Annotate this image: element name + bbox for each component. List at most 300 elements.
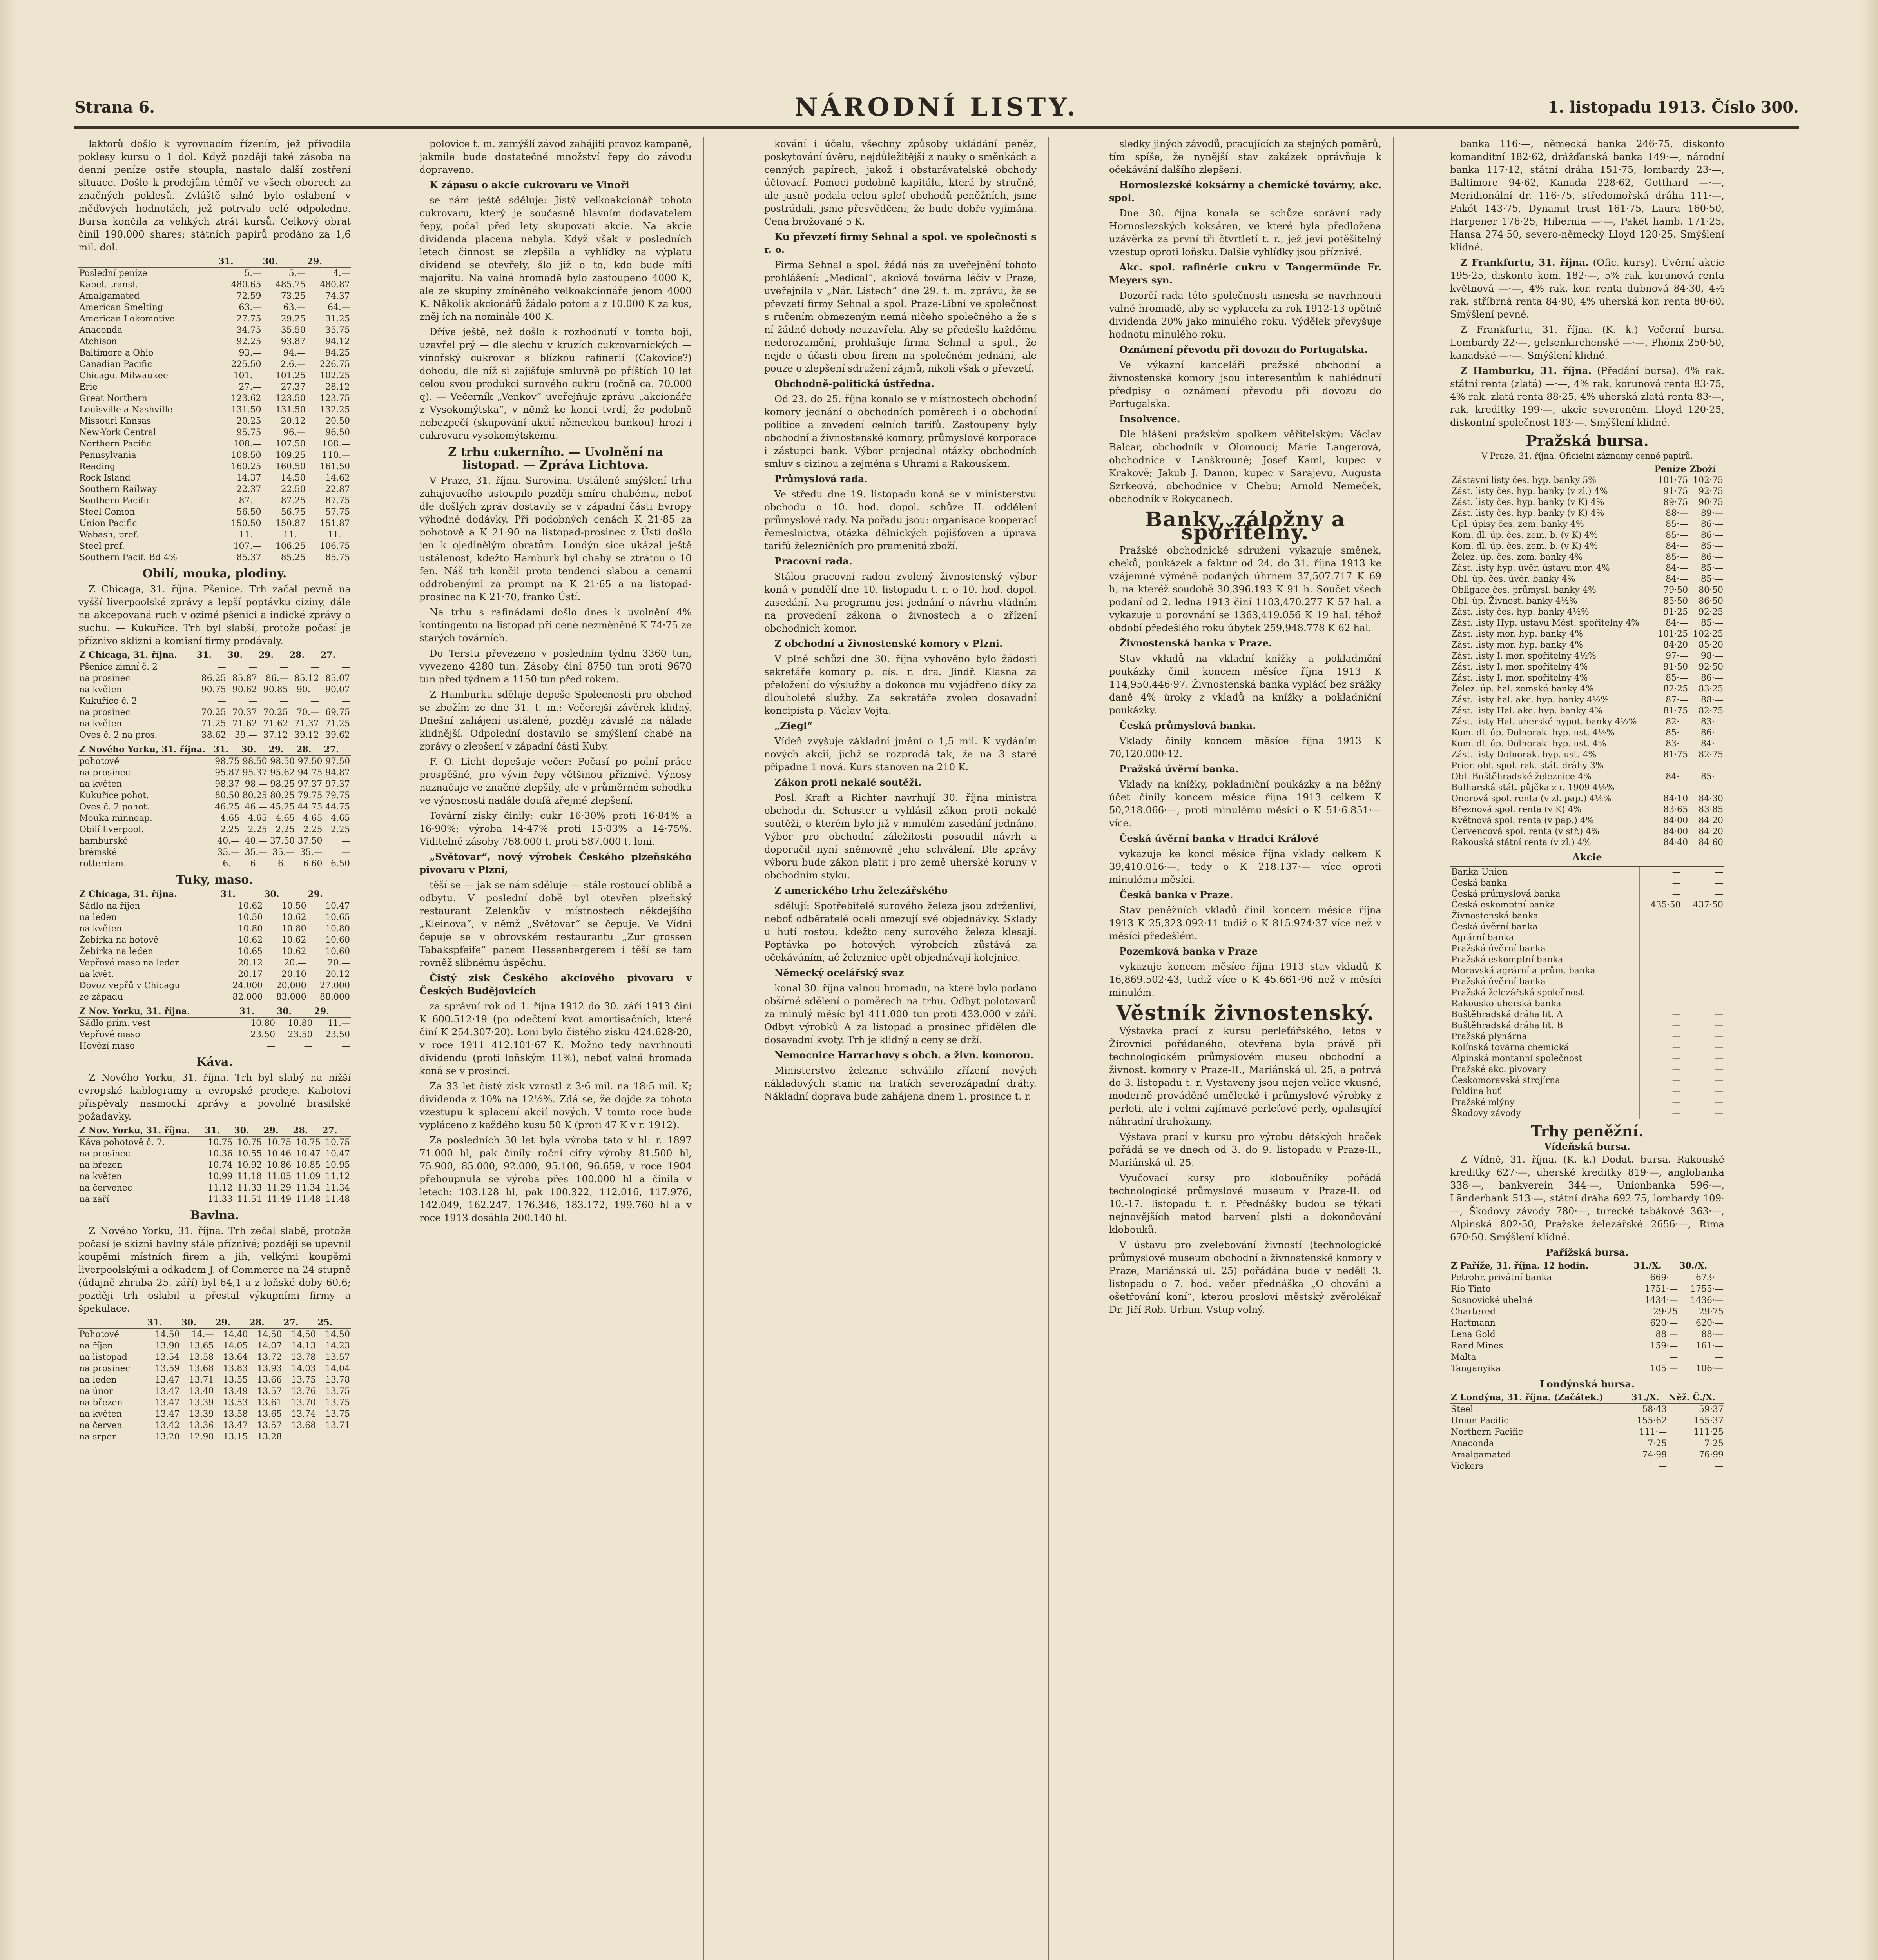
- table-cell: 13.74: [291, 1409, 316, 1419]
- article-text: polovice t. m. zamýšlí závod zahájiti provoz kampaně, jakmile bude dostatečné množství řepy do závodu dopraveno.: [419, 138, 692, 175]
- table-header: 31./X.: [1630, 1392, 1668, 1404]
- table-cell: 85·—: [1654, 519, 1689, 530]
- table-row: [1450, 1086, 1724, 1097]
- table-cell: 73.25: [281, 291, 306, 301]
- table-cell: 63.—: [239, 303, 261, 312]
- table-row: [1450, 651, 1724, 662]
- table-cell: —: [1715, 1032, 1723, 1042]
- table-cell: —: [1715, 1098, 1723, 1107]
- table-cell: 13.47: [223, 1421, 248, 1430]
- row-label: Zást. listy mor. hyp. banky 4%: [1450, 640, 1654, 651]
- article-heading: Insolvence.: [1119, 413, 1180, 425]
- table-cell: 98·—: [1701, 651, 1723, 661]
- table-cell: 29.25: [281, 314, 306, 324]
- table-cell: 10.65: [238, 947, 263, 956]
- table-cell: 1755·—: [1690, 1284, 1724, 1294]
- table-cell: 11.48: [325, 1194, 350, 1204]
- table-cell: 85·—: [1701, 772, 1723, 782]
- table-header: 25.: [317, 1317, 351, 1329]
- row-label: Wabash, pref.: [79, 530, 139, 540]
- table-row: [78, 707, 351, 718]
- table-cell: 10.80: [250, 1018, 276, 1028]
- article-heading: Z trhu cukerního. — Uvolnění na listopad. — Zpráva Lichtova.: [448, 445, 663, 472]
- table-row: [1450, 889, 1724, 900]
- table-cell: 13.53: [223, 1398, 248, 1408]
- table-cell: 86·—: [1701, 519, 1723, 529]
- row-label: na únor: [79, 1387, 113, 1396]
- table-cell: 84·10: [1654, 793, 1689, 804]
- prague-bourse-title: Pražská bursa.: [1526, 432, 1649, 450]
- table-cell: 84·—: [1701, 739, 1723, 749]
- table-cell: 20.10: [281, 969, 306, 979]
- row-label: Českomoravská strojírna: [1450, 1075, 1640, 1086]
- row-label: Petrohr. privátní banka: [1451, 1273, 1552, 1283]
- table-cell: 2.25: [276, 825, 295, 835]
- paris-bourse-body: [1450, 1272, 1724, 1375]
- table-header: 30./X.: [1679, 1260, 1724, 1272]
- table-cell: —: [1640, 944, 1682, 955]
- table-row: [1450, 804, 1724, 815]
- table-cell: —: [279, 696, 288, 706]
- table-cell: 84·—: [1654, 574, 1689, 585]
- table-row: [78, 813, 351, 824]
- table-cell: 123.50: [275, 394, 306, 403]
- table-cell: 11.—: [328, 1018, 350, 1028]
- stocks-body: [78, 268, 351, 564]
- table-row: [1450, 739, 1724, 750]
- table-row: [78, 718, 351, 730]
- table-cell: 6.60: [303, 859, 323, 869]
- table-cell: 90.75: [201, 685, 226, 695]
- row-label: Zást. listy čes. hyp. banky 4½%: [1450, 607, 1654, 618]
- table-cell: 225.50: [231, 359, 261, 369]
- table-cell: 92·75: [1699, 486, 1723, 496]
- article-heading: Nemocnice Harrachovy s obch. a živn. komorou.: [774, 1049, 1034, 1061]
- table-cell: 10.47: [296, 1149, 321, 1159]
- table-cell: 13.78: [325, 1375, 350, 1385]
- row-label: Zást. listy hyp. úvěr. ústavu mor. 4%: [1450, 563, 1654, 574]
- row-label: na leden: [79, 913, 117, 922]
- table-cell: 81·75: [1654, 750, 1689, 760]
- table-cell: 70.37: [232, 708, 257, 717]
- article-heading: Pozemková banka v Praze: [1119, 946, 1258, 957]
- row-label: Zást. listy Dolnorak. hyp. ust. 4%: [1450, 750, 1654, 760]
- table-cell: 2.25: [248, 825, 267, 835]
- table-cell: 10.47: [325, 1149, 350, 1159]
- table-cell: —: [1715, 922, 1723, 932]
- table-cell: 107.50: [275, 439, 306, 449]
- table-row: [1450, 585, 1724, 596]
- table-cell: 92·50: [1699, 662, 1723, 672]
- table-cell: 13.70: [291, 1398, 316, 1408]
- table-cell: —: [1715, 911, 1723, 921]
- column-2: [419, 137, 692, 1960]
- table-row: [78, 450, 351, 461]
- article-text: Za posledních 30 let byla výroba tato v hl: r. 1897 71.000 hl, pak činily roční cifry výroby 81.500 hl, 75.900, 85.000, 92.000, 95.100, 96.659, v roce 1904 přehoupnula se výroba přes 100.000 hl a činila v letech: 103.128 hl, pak 100.322, 112.016, 117.976, 142.049, 162.247, 176.346, 183.172, 199.760 hl a v roce 1913 dosáhla 200.140 hl.: [419, 1134, 692, 1223]
- row-label: Buštěhradská dráha lit. A: [1450, 1009, 1640, 1020]
- table-row: [78, 847, 351, 858]
- article-text: F. O. Licht depešuje večer: Počasí po polní práce prospěšné, pro vývin řepy většinou příznivé. Výnosy naznačuje ve značné zlepšily, ale v průměrném schodku ve výnosnosti nadále doufá zřejmé zlepšení.: [419, 756, 692, 806]
- row-label: Southern Railway: [79, 485, 157, 494]
- table-cell: 10.80: [238, 924, 263, 934]
- table-header-row: [1450, 1260, 1724, 1272]
- table-cell: 10.75: [325, 1138, 350, 1147]
- table-cell: 40.—: [245, 836, 267, 846]
- table-row: [78, 673, 351, 684]
- row-label: Amalgamated: [1451, 1450, 1512, 1460]
- article-text: Vklady na knížky, pokladniční poukázky a na běžný účet činily koncem měsíce října 1913 celkem K 50,218.066·—, proti minulému měsíci o K 51·6.851·— více.: [1109, 779, 1381, 829]
- table-cell: 10.60: [325, 935, 350, 945]
- row-label: Obligace čes. průmysl. banky 4%: [1450, 585, 1654, 596]
- table-row: [1450, 486, 1724, 497]
- table-row: [1450, 673, 1724, 684]
- table-cell: 13.59: [155, 1364, 180, 1374]
- row-label: na květen: [79, 685, 122, 695]
- table-header: Z Londýna, 31. října. (Začátek.): [1450, 1392, 1630, 1404]
- row-label: Mouka minneap.: [79, 813, 152, 823]
- table-cell: 13.78: [291, 1352, 316, 1362]
- table-cell: 85·—: [1654, 552, 1689, 563]
- table-row: [1450, 1020, 1724, 1031]
- table-cell: 480.65: [231, 280, 261, 290]
- article-text: Dle hlášení pražským spolkem věřitelským: Václav Balcar, obchodník v Olomouci; Marie Langerová, obchodnice v Lanškrouně; Josef Kaml, kupec v Krakově; Jakub J. Danon, kupec v Sarajevu, Augusta Szrkeová, obchodnice v Chebu; Arnold Nemeček, obchodník v Rokycanech.: [1109, 428, 1381, 505]
- article-text: Z Chicaga, 31. října. Pšenice. Trh začal pevně na vyšší liverpoolské zprávy a lepší poptávku ciziny, dále na akcepovaná ruch v ozimé pšenici a indické zprávy o suchu. — Kukuřice. Trh byl slabší, protože počasí je příznivo sklizni a komisní firmy prodávaly.: [78, 583, 351, 646]
- row-label: Amalgamated: [79, 291, 140, 301]
- table-cell: 80.50: [215, 791, 240, 800]
- table-cell: 74.37: [325, 291, 350, 301]
- table-cell: 102·25: [1693, 629, 1723, 639]
- article-text: Pražské obchodnické sdružení vykazuje směnek, cheků, poukázek a faktur od 24. do 31. října 1913 ke vzájemné výměně podaných úhrnem 37,507.717 K 69 h, na kteréž soudobě 30,396.193 K 91 h. Součet všech podaní od 2. ledna 1913 činí 1103,470.277 K 57 hal. a vykazuje u porovnání se 1363,419.056 K 19 hal. téhož období předešlého roku úbytek 259,948.778 K 62 hal.: [1109, 544, 1381, 633]
- row-label: na prosinec: [79, 768, 130, 778]
- table-cell: 7·25: [1704, 1439, 1724, 1448]
- table-row: [1450, 1283, 1724, 1295]
- table-cell: 86·—: [1701, 673, 1723, 683]
- table-row: [78, 313, 351, 325]
- table-cell: 35.75: [325, 325, 350, 335]
- header-rule: [74, 126, 1799, 129]
- row-label: Steel pref.: [79, 541, 125, 551]
- table-row: [78, 1137, 351, 1149]
- row-label: Chicago, Milwaukee: [79, 371, 168, 381]
- table-row: [78, 438, 351, 450]
- table-cell: 13.28: [257, 1432, 282, 1442]
- table-row: [1450, 1064, 1724, 1075]
- table-cell: 35.50: [281, 325, 306, 335]
- row-label: Pražská železářská společnost: [1450, 987, 1640, 998]
- table-cell: 123.62: [231, 394, 261, 403]
- table-cell: —: [1640, 1020, 1682, 1031]
- table-cell: —: [1715, 761, 1723, 771]
- row-label: Živnostenská banka: [1450, 911, 1640, 922]
- table-row: [1450, 1009, 1724, 1020]
- row-label: Dovoz vepřů v Chicagu: [79, 981, 180, 991]
- table-cell: 13.68: [189, 1364, 214, 1374]
- article-text: těší se — jak se nám sděluje — stále rostoucí oblibě a odbytu. V poslední době byl otevřen plzeňský restaurant Zelenkův v místnostech někdejšího „Kleinova“, v němž „Světovar“ se čepuje. Ve Vídni čepuje se v obrovském restaurantu „Zur grossen Tabakspfeife“ panem Hessenbergerem i těší se tam rovněž slibnému úspěchu.: [419, 879, 692, 968]
- table-cell: 14.04: [325, 1364, 350, 1374]
- table-cell: 107.—: [233, 541, 261, 551]
- table-row: [78, 552, 351, 563]
- table-header: 29.: [263, 1125, 292, 1137]
- table-row: [1450, 596, 1724, 607]
- table-cell: 27.75: [236, 314, 261, 324]
- table-cell: —: [1640, 878, 1682, 889]
- table-cell: 98.37: [215, 779, 240, 789]
- table-cell: 437·50: [1693, 900, 1723, 910]
- table-cell: 98.50: [242, 757, 267, 766]
- table-cell: —: [1640, 1064, 1682, 1075]
- table-cell: 85·—: [1701, 574, 1723, 584]
- table-cell: 11.12: [325, 1172, 350, 1181]
- table-cell: 84·—: [1654, 618, 1689, 629]
- table-cell: 84·00: [1654, 826, 1689, 837]
- table-cell: 23.50: [250, 1030, 276, 1040]
- article-text: se nám ještě sděluje: Jistý velkoakcionář tohoto cukrovaru, který je současně hlavním dodavatelem řepy, počal před lety skupovati akcie. Na akcie dividenda placena nebyla. Když však v posledních letech činnost se zlepšila a vyhlídky na výplatu dividend se otevřely, šlo již o to, kdo bude míti majoritu. Na valné hromadě bylo zastoupeno 4000 K, ale ze skupiny zmíněného velkoakcionáře jenom 4000 K. Několik akcionářů žádalo potom a z 10.000 K za kus, zněj ích na nominále 400 K.: [419, 194, 692, 322]
- table-row: [78, 1329, 351, 1341]
- table-header: 30.: [262, 256, 306, 268]
- table-row: [1450, 1438, 1724, 1449]
- table-cell: —: [1715, 1461, 1724, 1471]
- issue-date: 1. listopadu 1913. Číslo 300.: [1548, 98, 1799, 116]
- row-label: Sádlo na říjen: [79, 901, 140, 911]
- table-row: [1450, 530, 1724, 541]
- table-cell: 151.87: [320, 519, 350, 528]
- table-cell: 86·—: [1701, 552, 1723, 562]
- table-cell: 11.33: [237, 1183, 262, 1193]
- table-cell: 22.50: [281, 485, 306, 494]
- article-text: Stav peněžních vkladů činil koncem měsíce října 1913 K 25,323.092·11 tudiž o K 815.974·37 více než v měsíci předešlém.: [1109, 904, 1381, 942]
- table-cell: 10.75: [266, 1138, 292, 1147]
- table-cell: 13.66: [257, 1375, 282, 1385]
- table-cell: 23.50: [325, 1030, 350, 1040]
- table-header: 27.: [283, 1317, 317, 1329]
- table-row: [1450, 508, 1724, 519]
- masthead: [74, 90, 1799, 125]
- table-cell: 87.75: [325, 496, 350, 506]
- table-cell: 4.65: [331, 813, 350, 823]
- table-row: [1450, 717, 1724, 728]
- row-label: Bulharská stát. půjčka z r. 1909 4½%: [1450, 782, 1654, 793]
- table-cell: 673·—: [1696, 1273, 1724, 1283]
- column-1: [78, 137, 351, 1960]
- row-label: Poslední peníze: [79, 269, 147, 278]
- table-row: [1450, 933, 1724, 944]
- table-cell: 83·25: [1699, 684, 1723, 694]
- table-header: 29.: [215, 1317, 249, 1329]
- row-label: Hartmann: [1451, 1318, 1496, 1328]
- article-heading: Z amerického trhu železářského: [774, 885, 948, 896]
- table-cell: 101.—: [233, 371, 261, 381]
- table-cell: 85·50: [1654, 596, 1689, 607]
- table-header: 31./X.: [1633, 1260, 1679, 1272]
- table-cell: 108.—: [233, 439, 261, 449]
- table-row: [1450, 1404, 1724, 1416]
- table-cell: 91·25: [1654, 607, 1689, 618]
- table-row: [78, 767, 351, 779]
- table-cell: —: [341, 696, 350, 706]
- table-cell: 11.49: [266, 1194, 292, 1204]
- table-cell: 97.50: [325, 757, 350, 766]
- table-cell: 84·—: [1654, 563, 1689, 574]
- table-cell: 20.17: [238, 969, 263, 979]
- row-label: Rand Mines: [1451, 1341, 1503, 1351]
- table-header: 30.: [263, 889, 307, 900]
- table-row: [1450, 475, 1724, 486]
- table-header: [1450, 463, 1654, 475]
- row-label: Káva pohotově č. 7.: [79, 1138, 165, 1147]
- table-cell: 98.75: [215, 757, 240, 766]
- table-cell: 6.—: [278, 859, 295, 869]
- table-header-row: [78, 744, 351, 756]
- table-cell: 106·—: [1696, 1364, 1724, 1374]
- table-row: [78, 518, 351, 529]
- article-text: Ve výkazní kanceláři pražské obchodní a živnostenské komory jsou interesentům k nahlédnutí předpisy o oznámení převodu při dovozu do Portugalska.: [1109, 359, 1381, 409]
- row-label: Pohotově: [79, 1330, 120, 1339]
- table-cell: 13.90: [155, 1341, 180, 1351]
- london-bourse-table: [1450, 1392, 1724, 1472]
- table-header-row: [78, 889, 351, 900]
- table-cell: 101·25: [1654, 629, 1689, 640]
- table-row: [78, 1040, 351, 1052]
- table-row: [78, 912, 351, 923]
- table-row: [78, 416, 351, 427]
- table-cell: 10.36: [208, 1149, 233, 1159]
- table-cell: 84·20: [1699, 816, 1723, 826]
- table-cell: 56.50: [236, 507, 261, 517]
- ny-stock-table: [78, 256, 351, 563]
- table-cell: —: [1715, 944, 1723, 954]
- table-cell: 70.—: [296, 708, 319, 717]
- table-cell: —: [217, 696, 226, 706]
- chicago-grain-body: [78, 661, 351, 741]
- table-cell: 83·65: [1654, 804, 1689, 815]
- table-cell: 11.34: [325, 1183, 350, 1193]
- table-row: [78, 1352, 351, 1363]
- table-cell: 93.87: [281, 337, 306, 347]
- table-cell: 13.15: [223, 1432, 248, 1442]
- row-label: na červen: [79, 1421, 122, 1430]
- table-cell: 70.25: [263, 708, 288, 717]
- table-row: [78, 695, 351, 707]
- table-cell: 46.25: [215, 802, 240, 812]
- row-label: na srpen: [79, 1432, 118, 1442]
- table-cell: 83·—: [1701, 717, 1723, 727]
- row-label: Pražské akc. pivovary: [1450, 1064, 1640, 1075]
- table-row: [78, 1018, 351, 1029]
- table-header: 31.: [239, 1006, 276, 1018]
- section-title: Banky, záložny a spořitelny.: [1145, 508, 1346, 544]
- table-row: [78, 661, 351, 673]
- table-cell: —: [1640, 1086, 1682, 1097]
- table-cell: 13.42: [155, 1421, 180, 1430]
- table-header-row: [1450, 1392, 1724, 1404]
- table-row: [78, 935, 351, 946]
- table-cell: 27.—: [239, 382, 261, 392]
- article-heading: Živnostenská banka v Praze.: [1119, 637, 1272, 649]
- table-row: [78, 302, 351, 313]
- row-label: Missouri Kansas: [79, 416, 151, 426]
- table-cell: 20.12: [238, 958, 263, 968]
- row-label: Sosnovické uhelné: [1451, 1296, 1532, 1305]
- table-row: [78, 980, 351, 991]
- table-cell: —: [1715, 966, 1723, 976]
- table-cell: 97.50: [297, 757, 323, 766]
- table-cell: 6.—: [223, 859, 240, 869]
- table-row: [1450, 695, 1724, 706]
- table-cell: 20.12: [325, 969, 350, 979]
- table-cell: —: [1715, 1065, 1723, 1074]
- table-cell: 71.25: [201, 719, 226, 729]
- row-label: American Smelting: [79, 303, 163, 312]
- table-cell: 74·99: [1642, 1450, 1667, 1460]
- table-cell: —: [341, 1041, 350, 1051]
- table-cell: 80.25: [270, 791, 295, 800]
- table-cell: 46.—: [245, 802, 267, 812]
- table-row: [1450, 782, 1724, 793]
- table-cell: 85·—: [1701, 618, 1723, 628]
- table-cell: 79.75: [325, 791, 350, 800]
- table-cell: 10.86: [266, 1160, 292, 1170]
- table-cell: 37.12: [263, 730, 288, 740]
- table-row: [1450, 519, 1724, 530]
- table-cell: 14.50: [281, 473, 306, 483]
- row-label: Obl. úp. čes. úvěr. banky 4%: [1450, 574, 1654, 585]
- table-cell: 11.29: [266, 1183, 292, 1193]
- row-label: na květen: [79, 1172, 122, 1181]
- table-cell: 56.75: [281, 507, 306, 517]
- shares-heading: Akcie: [1572, 851, 1602, 863]
- row-label: Vepřové maso: [79, 1030, 140, 1040]
- table-cell: 2.25: [331, 825, 350, 835]
- table-cell: 10.74: [208, 1160, 233, 1170]
- table-row: [78, 1408, 351, 1420]
- table-row: [1450, 1097, 1724, 1108]
- table-cell: 95.75: [236, 428, 261, 437]
- row-label: Zást. listy čes. hyp. banky (v K) 4%: [1450, 508, 1654, 519]
- table-row: [1450, 1306, 1724, 1318]
- table-cell: —: [1715, 1109, 1723, 1118]
- row-label: Zást. listy Hal.-uherské hypot. banky 4½%: [1450, 717, 1654, 728]
- table-header: Zboží: [1689, 464, 1716, 474]
- row-label: Banka Union: [1450, 866, 1640, 878]
- row-label: Anaconda: [79, 325, 123, 335]
- table-cell: 13.64: [223, 1352, 248, 1362]
- row-label: na březen: [79, 1398, 123, 1408]
- table-cell: 58·43: [1642, 1405, 1667, 1414]
- article-text: V Praze, 31. října. Surovina. Ustálené smýšlení trhu zahajovacího ustoupilo později smíru chabému, neboť dle došlých zpráv dostavily se v západní části Evropy výhodné dodávky. Při podobných cenách K 21·85 za pohotově a K 21·90 na listopad-prosinec z Ústí došlo jen k ojedinělým obratům. Londýn sice ukázal ještě ustálenost, kdežto Hamburk byl chabý se ztrátou o 10 fen. Náš trh končil proto tendenci slabou a cenami oddrobenými za prompt na K 21·65 a na listopad-prosinec na K 21·70, franko Ústí.: [419, 475, 692, 603]
- table-header: 31.: [196, 650, 227, 661]
- row-label: Pražská úvěrní banka: [1450, 944, 1640, 955]
- row-label: Steel Comon: [79, 507, 135, 517]
- table-cell: 76·99: [1699, 1450, 1724, 1460]
- table-cell: 4.65: [248, 813, 267, 823]
- table-cell: 110.—: [322, 450, 350, 460]
- table-header-row: [78, 1125, 351, 1137]
- table-cell: —: [1640, 866, 1682, 878]
- table-cell: 6.50: [331, 859, 350, 869]
- table-cell: 94.—: [283, 348, 306, 358]
- table-cell: 13.58: [189, 1352, 214, 1362]
- article-text: Dozorčí rada této společnosti usnesla se navrhnouti valné hromadě, aby se vyplacela za rok 1912-13 opětně dividenda 20% jako minulého roku. Výdělek převyšuje hodnotu minulého roku.: [1109, 290, 1381, 340]
- table-cell: 13.20: [155, 1432, 180, 1442]
- table-header-row: [78, 1317, 351, 1329]
- table-cell: 160.50: [275, 462, 306, 472]
- table-cell: 11.—: [239, 530, 261, 540]
- prague-bourse-table: [1450, 463, 1724, 848]
- table-row: [1450, 607, 1724, 618]
- article-text: Z Frankfurtu, 31. října. (K. k.) Večerní bursa. Lombardy 22·—, gelsenkirchenské —·—, Phönix 250·50, kanadské —·—. Smýšlení klidné.: [1450, 324, 1724, 361]
- table-cell: 84·20: [1699, 827, 1723, 837]
- row-label: Zást. listy Hal. akc. hyp. banky 4%: [1450, 706, 1654, 717]
